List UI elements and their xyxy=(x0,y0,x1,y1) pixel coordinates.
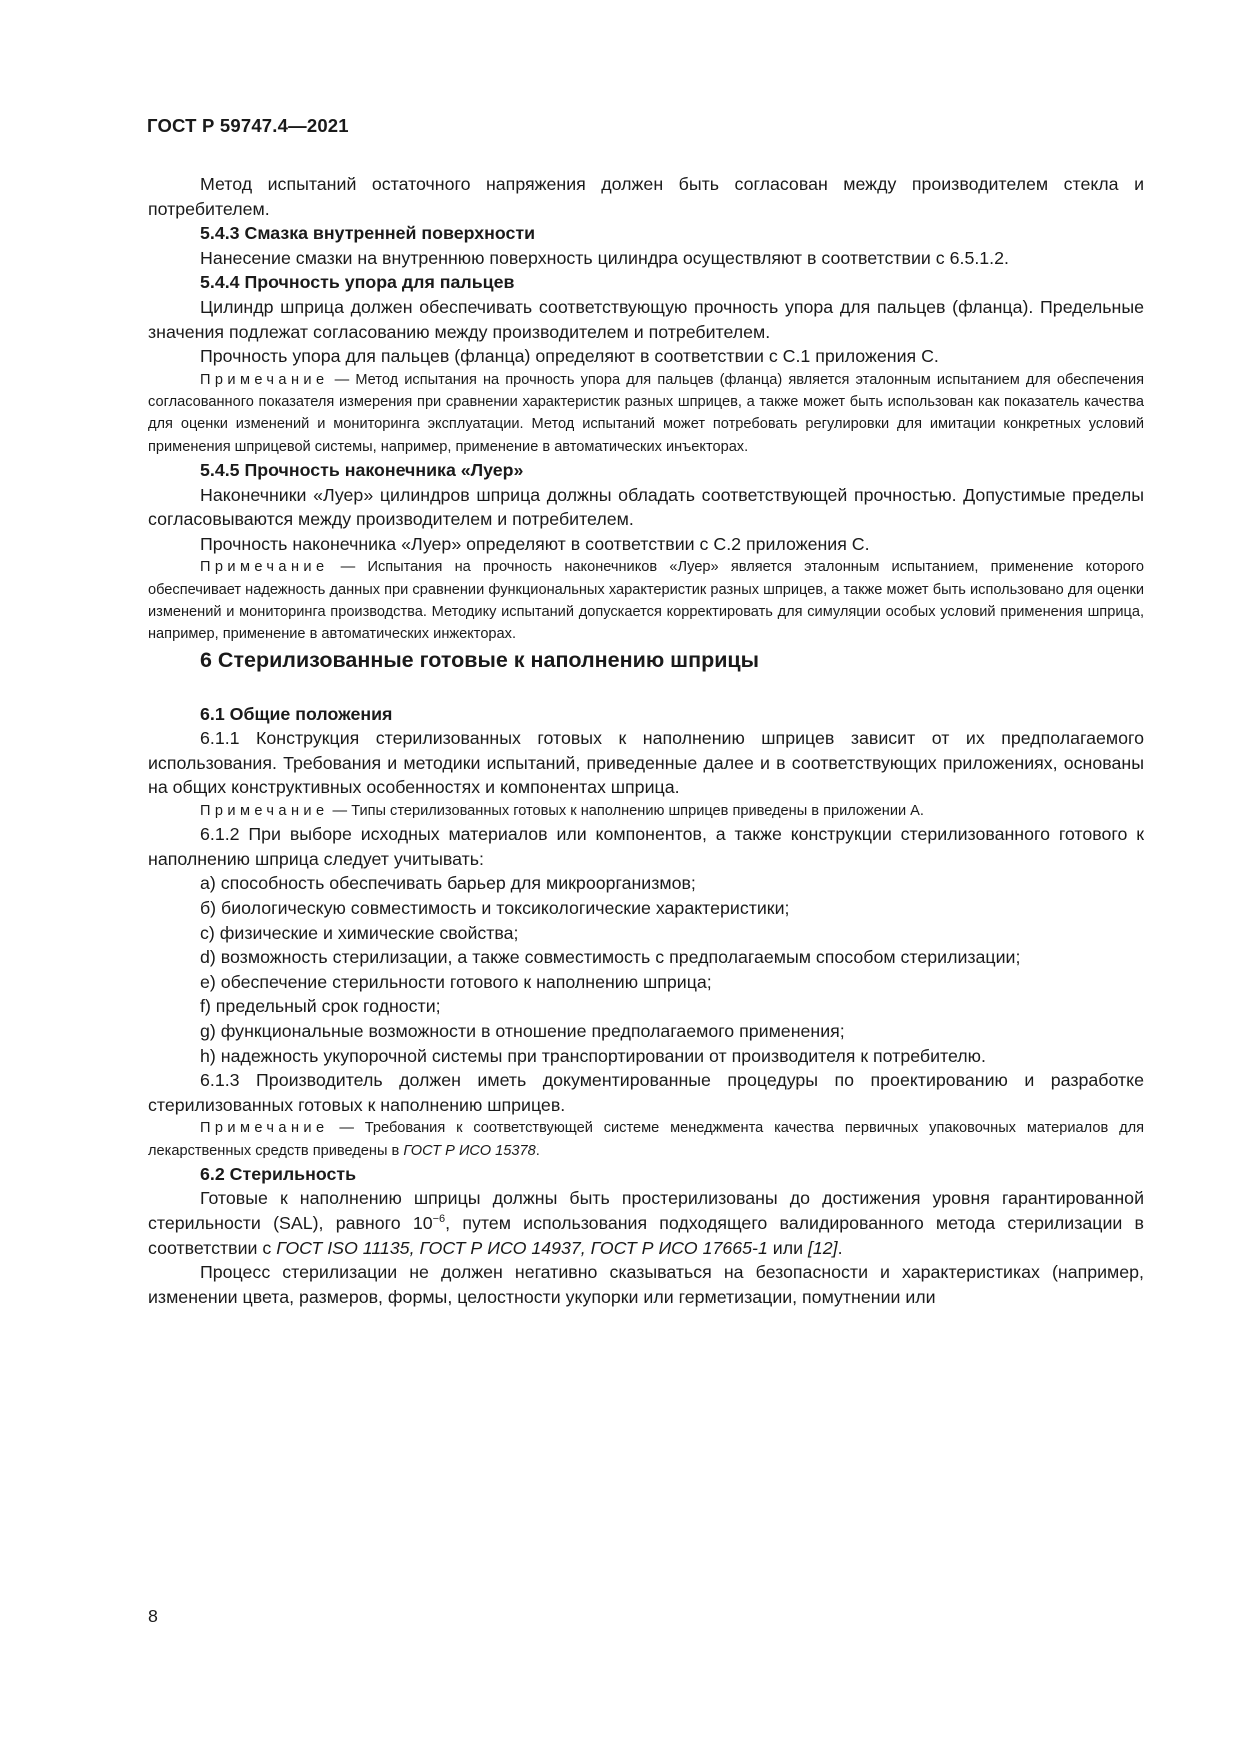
text-run: или xyxy=(767,1237,808,1258)
paragraph-6-2-b: Процесс стерилизации не должен негативно сказываться на безопасности и характеристиках (например, изменении цвета, размеров, формы, целостности укупорки или герметизации, помутнении или xyxy=(148,1262,1144,1307)
paragraph-6-1-2: 6.1.2 При выборе исходных материалов или компонентов, а также конструкции стерилизованного готового к наполнению шприца следует учитывать: xyxy=(148,824,1144,869)
note-6-1-1 xyxy=(148,800,1144,822)
list-item: e) обеспечение стерильности готового к наполнению шприца; xyxy=(200,971,712,992)
text-run: Готовые к наполнению шприцы должны быть простерилизованы до достижения уровня гарантированной стерильности (SAL), равного 10 xyxy=(148,1188,1144,1234)
note-5-4-4 xyxy=(148,369,1144,458)
note-dash: — xyxy=(328,559,368,576)
paragraph-6-1-1: 6.1.1 Конструкция стерилизованных готовых к наполнению шприцев зависит от их предполагаемого использования. Требования и методики испытаний, приведенные далее и в соответствующих приложениях, основаны на общих конструктивных особенностях и компонентах шприца. xyxy=(148,728,1144,798)
paragraph-5-4-3: Нанесение смазки на внутреннюю поверхность цилиндра осуществляют в соответствии с 6.5.1.2. xyxy=(200,247,1009,268)
list-item: d) возможность стерилизации, а также совместимость с предполагаемым способом стерилизации; xyxy=(200,947,1021,968)
page-number: 8 xyxy=(148,1606,158,1626)
note-dash: — xyxy=(328,1120,365,1137)
note-reference: ГОСТ Р ИСО 15378 xyxy=(403,1142,536,1159)
document-body xyxy=(148,172,1144,1309)
note-label: Примечание xyxy=(200,371,329,388)
list-item: a) способность обеспечивать барьер для микроорганизмов; xyxy=(200,873,696,894)
text-run: , путем использования подходящего валидированного метода стерилизации в соответствии с xyxy=(148,1213,1144,1258)
text-run: . xyxy=(837,1237,843,1258)
note-dash: — xyxy=(328,802,352,819)
list-item: c) физические и химические свойства; xyxy=(200,922,519,943)
list-item: f) предельный срок годности; xyxy=(200,996,441,1017)
heading-5-4-3: 5.4.3 Смазка внутренней поверхности xyxy=(200,223,535,244)
note-end: . xyxy=(535,1142,540,1159)
note-text: Метод испытания на прочность упора для пальцев (фланца) является эталонным испытанием для обеспечения согласованного показателя измерения при сравнении характеристик разных шприцев, а также может быть использован как показатель качества для оценки изменений и мониторинга эксплуатации. Метод испытаний может потребовать регулировки для имитации конкретных условий применения шприцевой системы, например, применение в автоматических инъекторах. xyxy=(148,371,1145,455)
exponent: −6 xyxy=(432,1213,446,1226)
paragraph-5-4-4-a: Цилиндр шприца должен обеспечивать соответствующую прочность упора для пальцев (фланца). Предельные значения подлежат согласованию между производителем и потребителем. xyxy=(148,296,1144,342)
heading-6-1: 6.1 Общие положения xyxy=(200,703,393,724)
paragraph-6-2-a xyxy=(148,1186,1144,1260)
note-dash: — xyxy=(328,371,356,388)
note-6-1-3 xyxy=(148,1117,1144,1162)
bibliography-reference: [12] xyxy=(807,1237,838,1258)
note-5-4-5 xyxy=(148,556,1144,645)
note-label: Примечание xyxy=(200,559,329,576)
note-text: Испытания на прочность наконечников «Луер» является эталонным испытанием, применение которого обеспечивает надежность данных при сравнении функциональных характеристик разных шприцев, а также может быть использовано для оценки изменений и мониторинга производства. Методику испытаний допускается корректировать для симуляции особых условий применения шприца, например, применение в автоматических инжекторах. xyxy=(148,559,1145,643)
paragraph-6-1-3: 6.1.3 Производитель должен иметь документированные процедуры по проектированию и разработке стерилизованных готовых к наполнению шприцев. xyxy=(148,1070,1144,1115)
list-item: g) функциональные возможности в отношение предполагаемого применения; xyxy=(200,1020,845,1041)
note-text: Типы стерилизованных готовых к наполнению шприцев приведены в приложении А. xyxy=(351,802,924,819)
heading-6-2: 6.2 Стерильность xyxy=(200,1163,357,1184)
note-text: Требования к соответствующей системе менеджмента качества первичных упаковочных материалов для лекарственных средств приведены в xyxy=(148,1120,1145,1159)
heading-5-4-5: 5.4.5 Прочность наконечника «Луер» xyxy=(200,459,524,480)
list-item: h) надежность укупорочной системы при транспортировании от производителя к потребителю. xyxy=(200,1045,986,1066)
paragraph-5-4-5-a: Наконечники «Луер» цилиндров шприца должны обладать соответствующей прочностью. Допустимые пределы согласовываются между производителем и потребителем. xyxy=(148,484,1144,530)
paragraph-5-4-5-b: Прочность наконечника «Луер» определяют в соответствии с С.2 приложения С. xyxy=(200,533,870,554)
document-header: ГОСТ Р 59747.4—2021 xyxy=(147,115,349,136)
heading-5-4-4: 5.4.4 Прочность упора для пальцев xyxy=(200,272,515,293)
list-item: б) биологическую совместимость и токсикологические характеристики; xyxy=(200,897,790,918)
note-label: Примечание xyxy=(200,1120,329,1137)
paragraph-5-4-4-b: Прочность упора для пальцев (фланца) определяют в соответствии с С.1 приложения С. xyxy=(200,346,939,367)
paragraph-residual-stress: Метод испытаний остаточного напряжения должен быть согласован между производителем стекла и потребителем. xyxy=(148,174,1144,219)
standard-references: ГОСТ ISO 11135, ГОСТ Р ИСО 14937, ГОСТ Р ИСО 17665-1 xyxy=(276,1237,768,1258)
section-heading-6: 6 Стерилизованные готовые к наполнению шприцы xyxy=(200,647,759,672)
note-label: Примечание xyxy=(200,802,329,819)
